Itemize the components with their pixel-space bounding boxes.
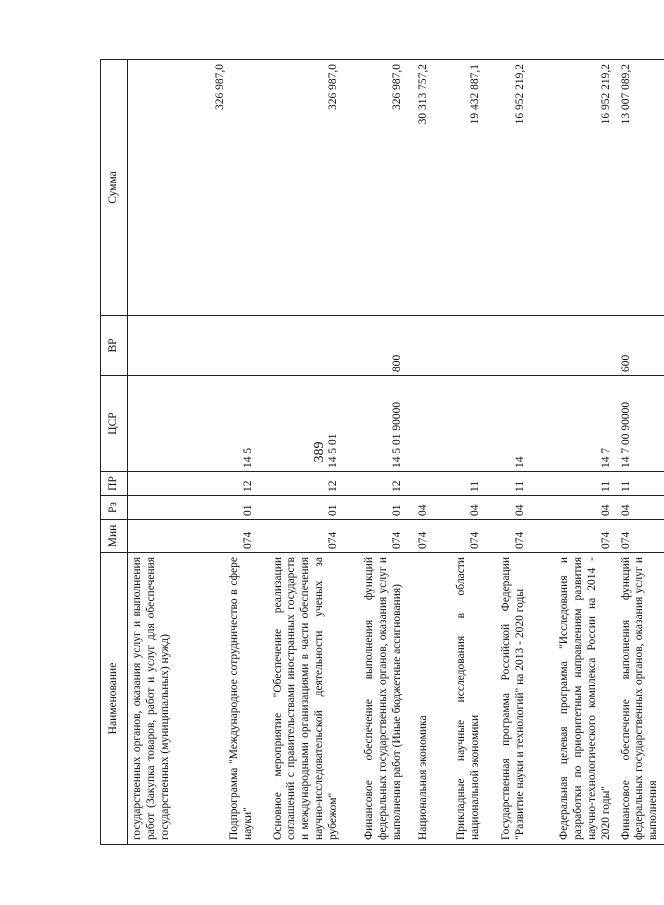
row-name: Прикладные научные исследования в области национальной экономики bbox=[434, 553, 486, 845]
row-vr: 600 bbox=[617, 316, 664, 376]
row-vr bbox=[486, 316, 531, 376]
row-name: Федеральная целевая программа "Исследования и разработки по приоритетным направлениям развития научно-технологического комплекса России на 2014 - 2020 годы" bbox=[531, 553, 617, 845]
row-name: Национальная экономика bbox=[408, 553, 434, 845]
row-pr bbox=[128, 472, 211, 496]
row-csr: 14 7 bbox=[531, 376, 617, 472]
row-csr: 14 5 01 bbox=[259, 376, 344, 472]
table-row bbox=[259, 60, 344, 845]
budget-table bbox=[100, 59, 664, 845]
table-row bbox=[617, 60, 664, 845]
row-sum: 326 987,0 bbox=[344, 60, 408, 316]
header-csr: ЦСР bbox=[101, 376, 128, 472]
row-rz: 01 bbox=[259, 496, 344, 520]
row-pr: 12 bbox=[344, 472, 408, 496]
header-name: Наименование bbox=[101, 553, 128, 845]
table-row bbox=[211, 60, 259, 845]
row-sum: 326 987,0 bbox=[259, 60, 344, 316]
row-sum: 30 313 757,2 bbox=[408, 60, 434, 316]
row-name: Государственная программа Российской Федерации "Развитие науки и технологий" на 2013 - 2020 годы bbox=[486, 553, 531, 845]
table-row bbox=[344, 60, 408, 845]
row-vr bbox=[259, 316, 344, 376]
row-sum: 13 007 089,2 bbox=[617, 60, 664, 316]
table-row bbox=[434, 60, 486, 845]
row-rz: 04 bbox=[486, 496, 531, 520]
row-vr bbox=[531, 316, 617, 376]
table-header-row bbox=[101, 60, 128, 845]
row-min: 074 bbox=[531, 520, 617, 553]
row-csr bbox=[408, 376, 434, 472]
header-rz: Рз bbox=[101, 496, 128, 520]
row-csr bbox=[128, 376, 211, 472]
row-sum bbox=[128, 60, 211, 316]
row-name: Основное мероприятие "Обеспечение реализации соглашений с правительствами иностранных государств и международными организациями в части обеспечения научно-исследовательской деятельности ученых за рубежом" bbox=[259, 553, 344, 845]
row-min: 074 bbox=[434, 520, 486, 553]
header-pr: ПР bbox=[101, 472, 128, 496]
row-pr: 11 bbox=[531, 472, 617, 496]
row-rz: 04 bbox=[434, 496, 486, 520]
header-vr: ВР bbox=[101, 316, 128, 376]
row-min: 074 bbox=[344, 520, 408, 553]
row-sum: 326 987,0 bbox=[211, 60, 259, 316]
row-csr: 14 bbox=[486, 376, 531, 472]
header-min: Мин bbox=[101, 520, 128, 553]
table-row bbox=[531, 60, 617, 845]
row-csr: 14 5 bbox=[211, 376, 259, 472]
row-pr: 12 bbox=[211, 472, 259, 496]
row-min: 074 bbox=[486, 520, 531, 553]
table-row bbox=[486, 60, 531, 845]
row-rz: 01 bbox=[211, 496, 259, 520]
page-number: 389 bbox=[312, 441, 327, 463]
row-min bbox=[128, 520, 211, 553]
row-vr bbox=[211, 316, 259, 376]
row-csr: 14 7 00 90000 bbox=[617, 376, 664, 472]
row-vr bbox=[408, 316, 434, 376]
row-csr: 14 5 01 90000 bbox=[344, 376, 408, 472]
budget-table-sheet bbox=[100, 60, 660, 845]
row-pr: 11 bbox=[486, 472, 531, 496]
row-rz: 04 bbox=[408, 496, 434, 520]
row-vr bbox=[128, 316, 211, 376]
row-rz: 01 bbox=[344, 496, 408, 520]
row-pr bbox=[408, 472, 434, 496]
row-name: Финансовое обеспечение выполнения функций федеральных государственных органов, оказания услуг и выполнения работ (Иные бюджетные ассигнования) bbox=[344, 553, 408, 845]
row-sum: 16 952 219,2 bbox=[486, 60, 531, 316]
row-sum: 16 952 219,2 bbox=[531, 60, 617, 316]
row-rz: 04 bbox=[531, 496, 617, 520]
row-min: 074 bbox=[408, 520, 434, 553]
table-row bbox=[408, 60, 434, 845]
row-rz: 04 bbox=[617, 496, 664, 520]
row-csr bbox=[434, 376, 486, 472]
row-name: государственных органов, оказания услуг и выполнения работ (Закупка товаров, работ и услуг для обеспечения государственных (муниципальных) нужд) bbox=[128, 553, 211, 845]
row-min: 074 bbox=[211, 520, 259, 553]
row-pr: 11 bbox=[617, 472, 664, 496]
row-rz bbox=[128, 496, 211, 520]
row-min: 074 bbox=[259, 520, 344, 553]
row-name: Подпрограмма "Международное сотрудничество в сфере науки" bbox=[211, 553, 259, 845]
table-row bbox=[128, 60, 211, 845]
row-pr: 12 bbox=[259, 472, 344, 496]
row-vr: 800 bbox=[344, 316, 408, 376]
header-sum: Сумма bbox=[101, 60, 128, 316]
row-pr: 11 bbox=[434, 472, 486, 496]
row-min: 074 bbox=[617, 520, 664, 553]
row-sum: 19 432 887,1 bbox=[434, 60, 486, 316]
row-vr bbox=[434, 316, 486, 376]
row-name: Финансовое обеспечение выполнения функций федеральных государственных органов, оказания услуг и выполнения bbox=[617, 553, 664, 845]
